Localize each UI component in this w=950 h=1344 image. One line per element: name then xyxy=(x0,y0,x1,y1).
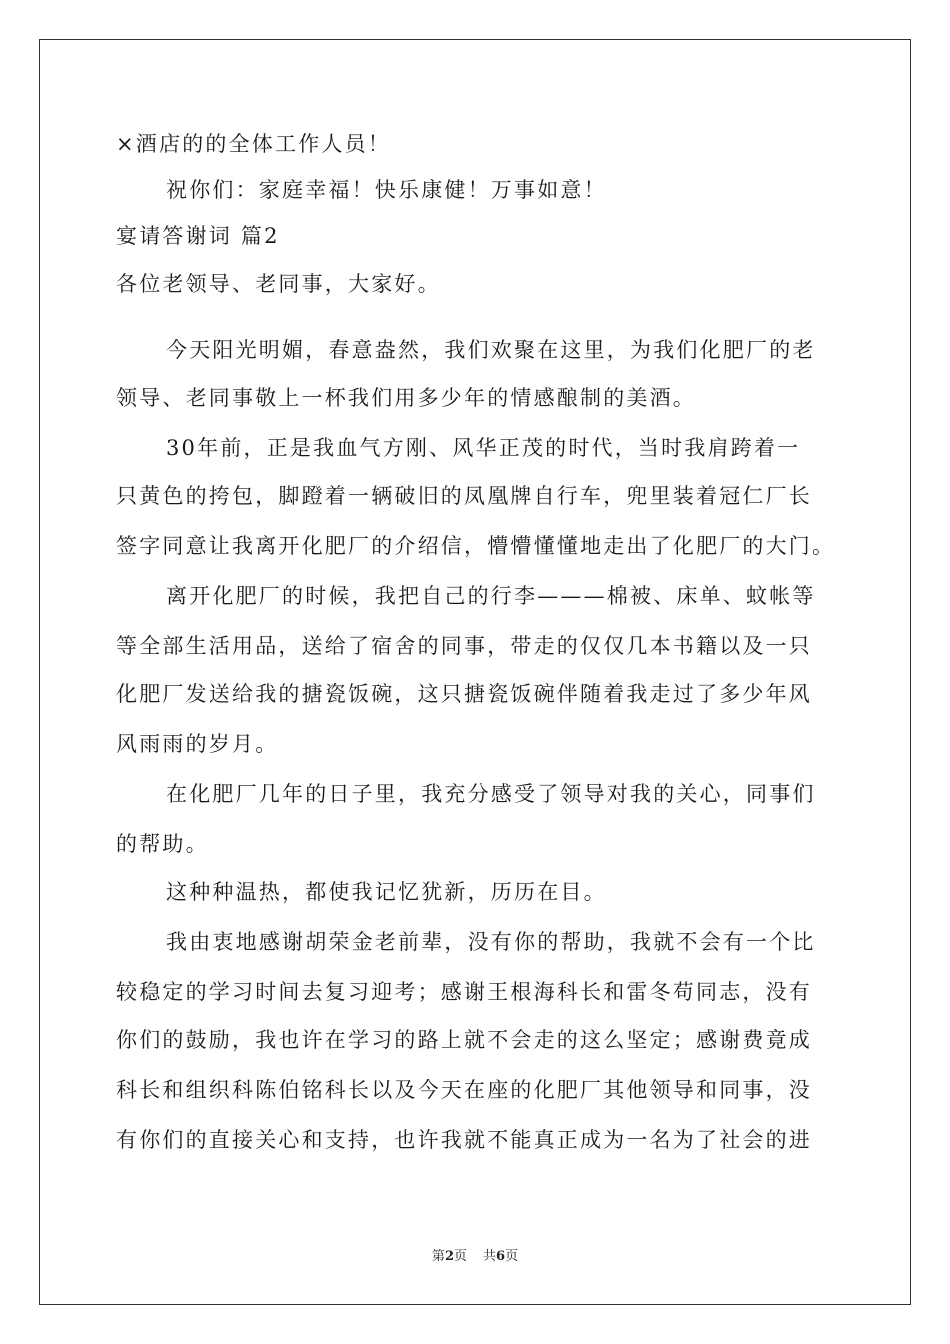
text-line: 你们的鼓励，我也许在学习的路上就不会走的这么坚定；感谢费竟成 xyxy=(116,1028,812,1052)
text-line: 签字同意让我离开化肥厂的介绍信，懵懵懂懂地走出了化肥厂的大门。 xyxy=(116,534,836,558)
page-number: 2 xyxy=(444,1249,454,1264)
page-label-prefix: 第 xyxy=(431,1249,445,1264)
section-heading: 宴请答谢词 篇2 xyxy=(116,224,280,248)
text-line: 我由衷地感谢胡荣金老前辈，没有你的帮助，我就不会有一个比 xyxy=(166,930,816,954)
total-pages: 6 xyxy=(496,1249,506,1264)
total-label-prefix: 共 xyxy=(483,1249,497,1264)
page-footer xyxy=(0,1248,950,1266)
text-line: 等全部生活用品，送给了宿舍的同事，带走的仅仅几本书籍以及一只 xyxy=(116,634,812,658)
text-line: 有你们的直接关心和支持，也许我就不能真正成为一名为了社会的进 xyxy=(116,1128,812,1152)
text-line: 30年前，正是我血气方刚、风华正茂的时代，当时我肩跨着一 xyxy=(166,436,801,460)
text-line: 领导、老同事敬上一杯我们用多少年的情感酿制的美酒。 xyxy=(116,386,696,410)
total-label-suffix: 页 xyxy=(505,1249,519,1264)
text-line: 只黄色的挎包，脚蹬着一辆破旧的凤凰牌自行车，兜里装着冠仁厂长 xyxy=(116,484,812,508)
text-line: 今天阳光明媚，春意盎然，我们欢聚在这里，为我们化肥厂的老 xyxy=(166,338,816,362)
text-line: 各位老领导、老同事，大家好。 xyxy=(116,272,441,296)
text-line: 祝你们：家庭幸福！快乐康健！万事如意！ xyxy=(166,178,607,202)
text-line: 的帮助。 xyxy=(116,832,209,856)
text-line: 科长和组织科陈伯铭科长以及今天在座的化肥厂其他领导和同事，没 xyxy=(116,1078,812,1102)
text-line: 风雨雨的岁月。 xyxy=(116,732,279,756)
page-label-suffix: 页 xyxy=(453,1249,467,1264)
text-line: 在化肥厂几年的日子里，我充分感受了领导对我的关心，同事们 xyxy=(166,782,816,806)
text-line: 化肥厂发送给我的搪瓷饭碗，这只搪瓷饭碗伴随着我走过了多少年风 xyxy=(116,682,812,706)
text-line: 较稳定的学习时间去复习迎考；感谢王根海科长和雷冬苟同志，没有 xyxy=(116,980,812,1004)
text-line: 离开化肥厂的时候，我把自己的行李———棉被、床单、蚊帐等 xyxy=(166,584,816,608)
text-line: ×酒店的的全体工作人员！ xyxy=(116,132,391,156)
text-line: 这种种温热，都使我记忆犹新，历历在目。 xyxy=(166,880,607,904)
